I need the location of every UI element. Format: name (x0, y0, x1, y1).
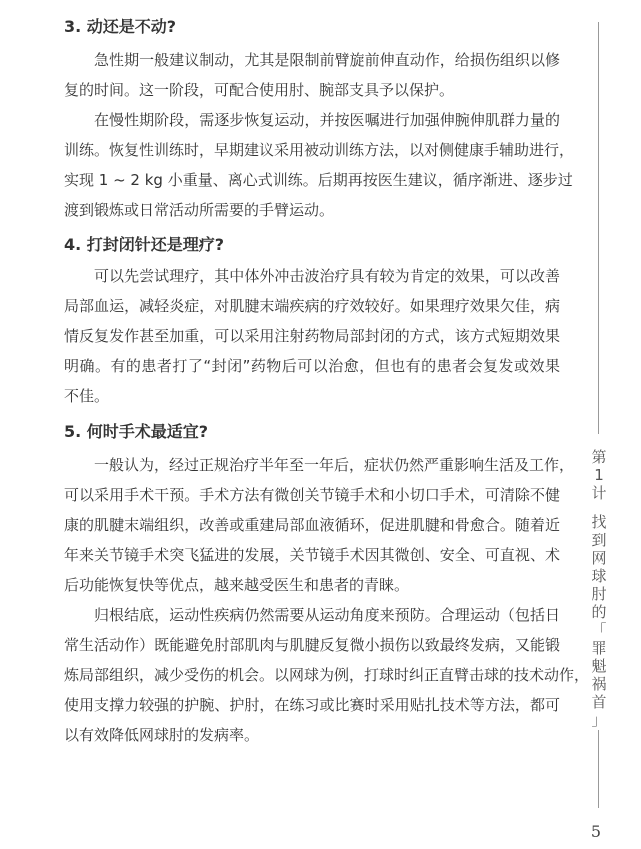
section-heading: 3. 动还是不动? (64, 17, 177, 36)
text-line: 常生活动作）既能避免肘部肌肉与肌腱反复微小损伤以致最终发病，又能锻 (64, 636, 560, 654)
section-heading: 4. 打封闭针还是理疗? (64, 235, 225, 254)
text-line: 急性期一般建议制动，尤其是限制前臂旋前伸直动作，给损伤组织以修 (94, 51, 560, 69)
page-number: 5 (590, 822, 602, 841)
text-line: 年来关节镜手术突飞猛进的发展，关节镜手术因其微创、安全、可直视、术 (64, 546, 560, 564)
sidebar-divider (598, 22, 599, 434)
title-char: 肘 (591, 585, 607, 603)
text-line: 归根结底，运动性疾病仍然需要从运动角度来预防。合理运动（包括日 (94, 606, 560, 624)
text-line: 后功能恢复快等优点，越来越受医生和患者的青睐。 (64, 576, 410, 594)
text-line: 在慢性期阶段，需逐步恢复运动，并按医嘱进行加强伸腕伸肌群力量的 (94, 111, 560, 129)
text-line: 明确。有的患者打了“封闭”药物后可以治愈，但也有的患者会复发或效果 (64, 357, 560, 375)
text-line: 炼局部组织，减少受伤的机会。以网球为例，打球时纠正直臂击球的技术动作， (64, 666, 590, 684)
title-char: 「 (591, 621, 607, 639)
text-line: 不佳。 (64, 387, 110, 405)
title-char: 魁 (591, 657, 607, 675)
chapter-char: 第 (591, 448, 607, 466)
chapter-title (588, 513, 610, 729)
title-char: 球 (591, 567, 607, 585)
text-line: 复的时间。这一阶段，可配合使用肘、腕部支具予以保护。 (64, 81, 455, 99)
text-line: 康的肌腱末端组织，改善或重建局部血液循环，促进肌腱和骨愈合。随着近 (64, 516, 560, 534)
title-char: 祸 (591, 675, 607, 693)
section-heading: 5. 何时手术最适宜? (64, 422, 209, 441)
text-line: 以有效降低网球肘的发病率。 (64, 726, 260, 744)
title-char: 网 (591, 549, 607, 567)
text-line: 局部血运，减轻炎症，对肌腱末端疾病的疗效较好。如果理疗效果欠佳，病 (64, 297, 560, 315)
title-char: 到 (591, 531, 607, 549)
chapter-char: 计 (591, 484, 607, 502)
title-char: 找 (591, 513, 607, 531)
text-line: 情反复发作甚至加重，可以采用注射药物局部封闭的方式，该方式短期效果 (64, 327, 560, 345)
title-char: 的 (591, 603, 607, 621)
text-line: 渡到锻炼或日常活动所需要的手臂运动。 (64, 201, 335, 219)
text-line: 训练。恢复性训练时，早期建议采用被动训练方法，以对侧健康手辅助进行， (64, 141, 575, 159)
sidebar-divider (598, 730, 599, 808)
chapter-label (588, 448, 610, 502)
text-line: 实现 1 ~ 2 kg 小重量、离心式训练。后期再按医生建议，循序渐进、逐步过 (64, 171, 573, 189)
title-char: 」 (591, 711, 607, 729)
title-char: 首 (591, 693, 607, 711)
text-line: 一般认为，经过正规治疗半年至一年后，症状仍然严重影响生活及工作， (94, 456, 575, 474)
text-line: 可以采用手术干预。手术方法有微创关节镜手术和小切口手术，可清除不健 (64, 486, 560, 504)
chapter-char: 1 (594, 466, 604, 484)
text-line: 使用支撑力较强的护腕、护肘，在练习或比赛时采用贴扎技术等方法，都可 (64, 696, 560, 714)
title-char: 罪 (591, 639, 607, 657)
text-line: 可以先尝试理疗，其中体外冲击波治疗具有较为肯定的效果，可以改善 (94, 267, 560, 285)
